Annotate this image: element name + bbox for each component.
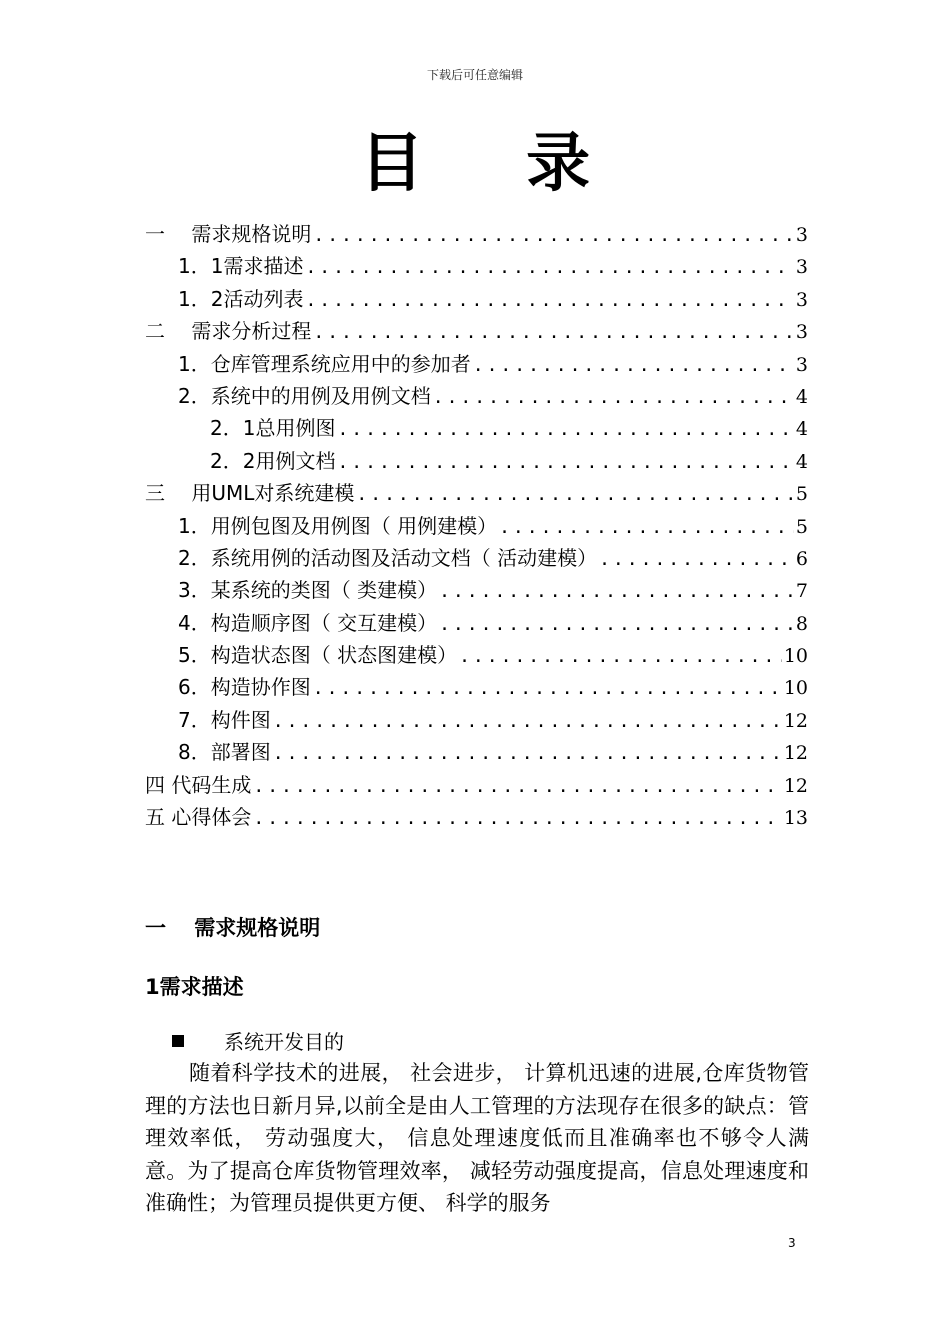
toc-entry[interactable] [145, 283, 808, 315]
header-note: 下载后可任意编辑 [426, 68, 523, 82]
toc-entry[interactable] [145, 639, 808, 671]
toc-entry-page: 4 [795, 418, 808, 441]
toc-entry-page: 7 [795, 580, 808, 603]
toc-entry-page: 12 [783, 742, 808, 765]
toc-entry-page: 10 [783, 645, 808, 668]
toc-entry-label: 7．构件图 [178, 707, 271, 732]
toc-dot-leader [599, 544, 794, 574]
toc-entry-page: 6 [795, 547, 808, 570]
toc-dot-leader [433, 382, 794, 412]
page-number: 3 [788, 1236, 796, 1250]
toc-entry-label: 2．系统用例的活动图及活动文档（ 活动建模） [178, 545, 598, 570]
toc-entry-page: 12 [783, 774, 808, 797]
toc-entry[interactable] [145, 736, 808, 768]
toc-entry[interactable] [145, 607, 808, 639]
toc-entry-label: 2．1总用例图 [210, 416, 336, 441]
toc-dot-leader [313, 317, 794, 347]
toc-entry-label: 1．用例包图及用例图（ 用例建模） [178, 513, 498, 538]
toc-entry-page: 5 [795, 483, 808, 506]
toc-entry-label: 四 代码生成 [145, 772, 252, 797]
toc-entry-label: 1．仓库管理系统应用中的参加者 [178, 351, 471, 376]
bullet-line [172, 1026, 344, 1055]
toc-entry-page: 13 [783, 807, 808, 830]
toc-entry-label: 1．2活动列表 [178, 286, 304, 311]
toc-dot-leader [337, 447, 793, 477]
toc-dot-leader [305, 252, 793, 282]
toc-entry-label: 5．构造状态图（ 状态图建模） [178, 643, 458, 668]
toc-title: 目 录 [359, 127, 631, 201]
toc-entry[interactable] [145, 315, 808, 347]
toc-entry-page: 4 [795, 450, 808, 473]
toc-dot-leader [305, 285, 793, 315]
toc-entry[interactable] [145, 445, 808, 477]
toc-entry-label: 4．构造顺序图（ 交互建模） [178, 610, 438, 635]
toc-entry[interactable] [145, 250, 808, 282]
toc-entry[interactable] [145, 801, 808, 833]
toc-dot-leader [253, 771, 781, 801]
body-paragraph: 随着科学技术的进展， 社会进步， 计算机迅速的进展,仓库货物管理的方法也日新月异,以前全是由人工管理的方法现存在很多的缺点：管理效率低， 劳动强度大， 信息处理速度低而且准确率也不够令人满意。为了提高仓库货物管理效率， 减轻劳动强度提高，信息处理速度和准确性；为管理员提供更方便、 科学的服务 [145, 1061, 809, 1215]
toc-entry-label: 8．部署图 [178, 740, 271, 765]
toc-dot-leader [273, 738, 782, 768]
toc-entry[interactable] [145, 574, 808, 606]
toc-dot-leader [499, 512, 794, 542]
toc-entry-label: 1．1需求描述 [178, 254, 304, 279]
section-heading: 一 需求规格说明 [145, 916, 321, 940]
square-bullet-icon [172, 1035, 184, 1047]
toc-dot-leader [439, 609, 794, 639]
subsection-heading: 1需求描述 [145, 975, 244, 999]
toc-entry[interactable] [145, 704, 808, 736]
toc-entry[interactable] [145, 542, 808, 574]
toc-entry-label: 三 用UML对系统建模 [145, 481, 355, 506]
toc-entry-page: 3 [795, 353, 808, 376]
toc-entry[interactable] [145, 510, 808, 542]
toc-entry-page: 10 [783, 677, 808, 700]
toc-entry[interactable] [145, 348, 808, 380]
toc-entry-page: 5 [795, 515, 808, 538]
toc-entry-page: 3 [795, 224, 808, 246]
toc-entry[interactable] [145, 477, 808, 509]
toc-entry[interactable] [145, 769, 808, 801]
table-of-contents [145, 218, 808, 833]
toc-dot-leader [313, 220, 794, 250]
toc-entry-page: 8 [795, 612, 808, 635]
toc-dot-leader [356, 479, 794, 509]
toc-dot-leader [253, 803, 781, 833]
toc-entry[interactable] [145, 218, 808, 250]
toc-dot-leader [313, 673, 782, 703]
toc-entry-label: 6．构造协作图 [178, 675, 311, 700]
toc-dot-leader [337, 414, 793, 444]
toc-dot-leader [439, 576, 794, 606]
toc-entry-label: 2．系统中的用例及用例文档 [178, 383, 431, 408]
toc-entry-label: 3．某系统的类图（ 类建模） [178, 578, 438, 603]
toc-dot-leader [273, 706, 782, 736]
toc-entry-label: 一 需求规格说明 [145, 222, 312, 246]
toc-entry[interactable] [145, 671, 808, 703]
toc-dot-leader [459, 641, 782, 671]
toc-entry-page: 3 [795, 256, 808, 279]
toc-dot-leader [473, 350, 794, 380]
toc-entry-label: 五 心得体会 [145, 805, 252, 830]
toc-entry-page: 3 [795, 321, 808, 344]
toc-entry-page: 4 [795, 385, 808, 408]
bullet-text: 系统开发目的 [224, 1030, 344, 1054]
toc-entry-label: 二 需求分析过程 [145, 319, 312, 344]
toc-entry[interactable] [145, 380, 808, 412]
toc-entry-label: 2．2用例文档 [210, 448, 336, 473]
toc-entry-page: 12 [783, 709, 808, 732]
toc-entry-page: 3 [795, 288, 808, 311]
toc-entry[interactable] [145, 412, 808, 444]
